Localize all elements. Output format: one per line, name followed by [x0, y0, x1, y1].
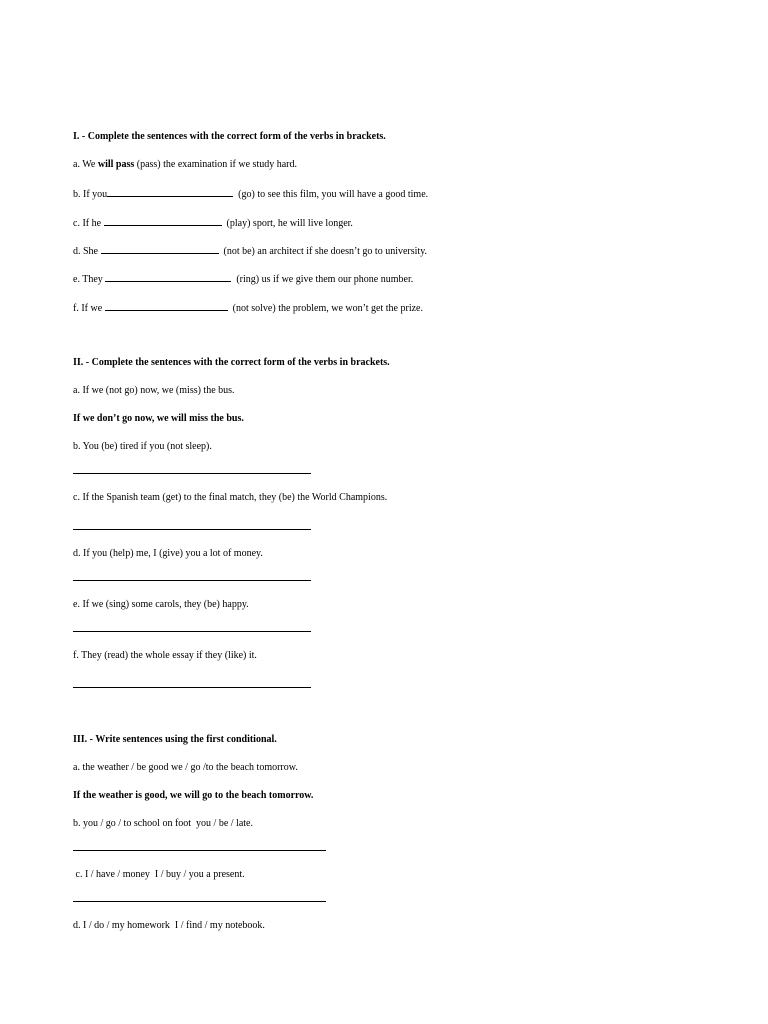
item-after: (ring) us if we give them our phone number. — [231, 274, 414, 285]
item-before: f. If we — [73, 303, 105, 314]
item-after: (play) sport, he will live longer. — [221, 218, 353, 229]
example-prefix: a. We — [73, 159, 98, 170]
section2-heading: II. - Complete the sentences with the correct form of the verbs in brackets. — [73, 357, 390, 368]
item-after: (not solve) the problem, we won’t get the prize. — [227, 303, 423, 314]
item-after: (not be) an architect if she doesn’t go to university. — [218, 246, 428, 257]
answer-line[interactable] — [73, 473, 311, 474]
section2-item-e: e. If we (sing) some carols, they (be) happy. — [73, 599, 249, 610]
section1-item-f — [73, 301, 423, 315]
answer-line[interactable] — [73, 580, 311, 581]
section2-item-f: f. They (read) the whole essay if they (like) it. — [73, 650, 257, 661]
answer-line[interactable] — [73, 850, 326, 851]
section1-heading: I. - Complete the sentences with the correct form of the verbs in brackets. — [73, 131, 386, 142]
section1-item-c — [73, 216, 353, 230]
section1-item-e — [73, 272, 413, 286]
section1-example — [73, 159, 297, 171]
answer-blank[interactable] — [104, 216, 222, 226]
item-after: (go) to see this film, you will have a good time. — [233, 189, 429, 200]
answer-blank[interactable] — [107, 187, 233, 197]
section2-item-c: c. If the Spanish team (get) to the final match, they (be) the World Champions. — [73, 492, 388, 503]
item-before: c. If he — [73, 218, 104, 229]
section3-example-prompt: a. the weather / be good we / go /to the beach tomorrow. — [73, 762, 298, 773]
section2-item-b: b. You (be) tired if you (not sleep). — [73, 441, 212, 452]
item-before: e. They — [73, 274, 106, 285]
example-suffix: (pass) the examination if we study hard. — [134, 159, 297, 170]
answer-blank[interactable] — [105, 272, 231, 282]
section3-item-c: c. I / have / money I / buy / you a present. — [73, 869, 245, 880]
section2-example-answer: If we don’t go now, we will miss the bus. — [73, 413, 244, 424]
section3-example-answer: If the weather is good, we will go to the beach tomorrow. — [73, 790, 314, 801]
section2-item-d: d. If you (help) me, I (give) you a lot of money. — [73, 548, 263, 559]
answer-line[interactable] — [73, 901, 326, 902]
answer-line[interactable] — [73, 529, 311, 530]
section1-item-d — [73, 244, 427, 258]
example-bold: will pass — [97, 159, 135, 170]
item-before: d. She — [73, 246, 101, 257]
section3-item-d: d. I / do / my homework I / find / my notebook. — [73, 920, 265, 931]
item-before: b. If you — [73, 189, 108, 200]
section1-item-b — [73, 187, 428, 201]
section3-heading: III. - Write sentences using the first conditional. — [73, 734, 277, 745]
answer-blank[interactable] — [105, 301, 228, 311]
answer-line[interactable] — [73, 687, 311, 688]
answer-blank[interactable] — [101, 244, 219, 254]
answer-line[interactable] — [73, 631, 311, 632]
section3-item-b: b. you / go / to school on foot you / be / late. — [73, 818, 253, 829]
section2-example-prompt: a. If we (not go) now, we (miss) the bus. — [73, 385, 235, 396]
